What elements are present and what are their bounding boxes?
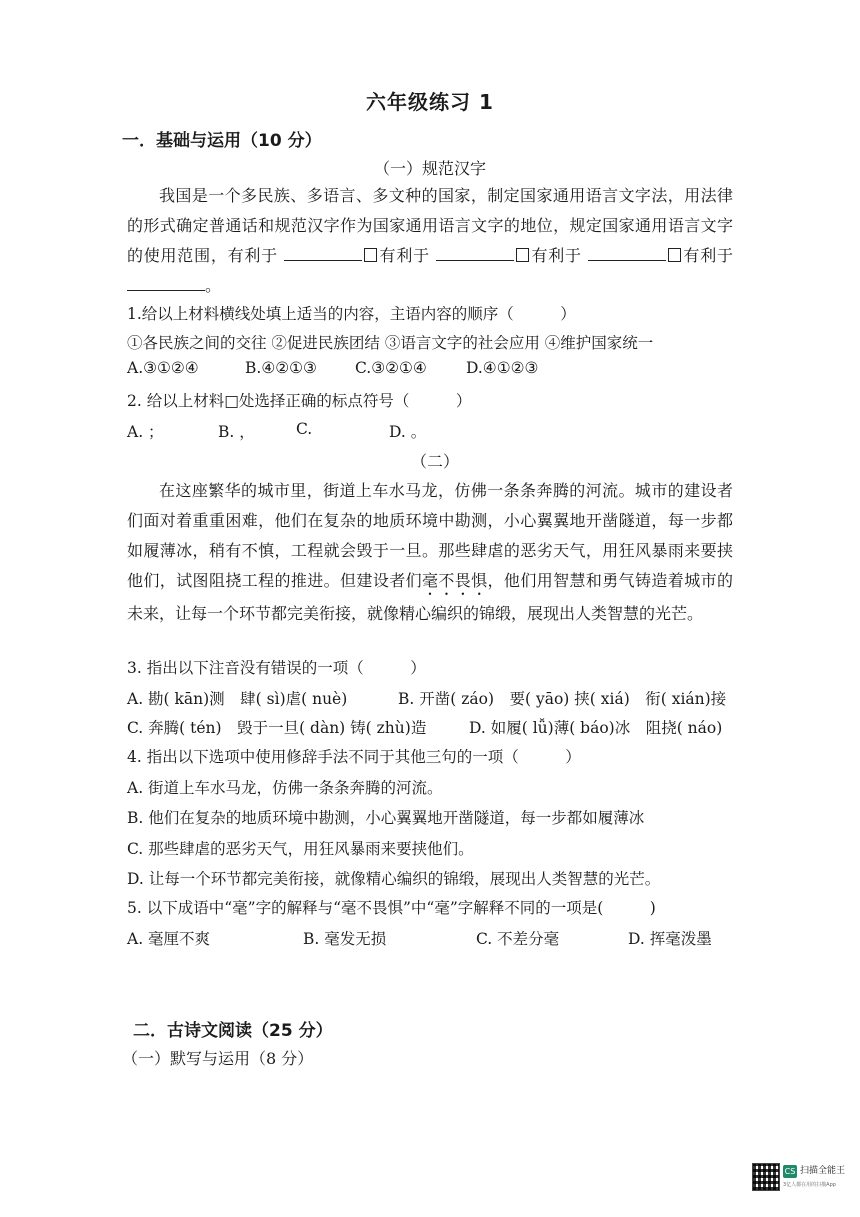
question-3: 3. 指出以下注音没有错误的一项（ ） [127,659,426,677]
question-1: 1.给以上材料横线处填上适当的内容，主语内容的顺序（ ） [127,305,576,323]
passage1-mid-2: 有利于 [530,246,582,265]
blank-2 [436,246,514,261]
q3-option-a: A. 勘( kān)测 肆( sì)虐( nuè) [127,690,348,708]
q1-option-d: D.④①②③ [466,359,539,377]
part2-title: （二） [411,452,460,471]
q2-option-c: C. [296,420,313,438]
part1-title: （一）规范汉字 [373,159,486,178]
camscanner-logo-icon: CS [784,1167,796,1176]
qr-code-icon [752,1163,780,1191]
q3-option-d: D. 如履( lǚ)薄( báo)冰 阻挠( náo) [469,719,723,737]
q3-option-b: B. 开凿( záo) 要( yāo) 挟( xiá) 衔( xián)接 [398,690,727,708]
q2-option-a: A. ； [127,423,164,441]
question-1-items: ①各民族之间的交往 ②促进民族团结 ③语言文字的社会应用 ④维护国家统一 [127,334,654,352]
section1-heading: 一．基础与运用（10 分） [122,131,322,151]
page-title: 六年级练习 1 [366,90,494,114]
q4-option-b: B. 他们在复杂的地质环境中勘测，小心翼翼地开凿隧道，每一步都如履薄冰 [127,809,645,827]
q2-option-b: B. ， [218,423,255,441]
passage2-part-a: 在这座繁华的城市里，街道上车水马龙，仿佛一条条奔腾的河流。城市的建设者们面对着重重困难，他们在复杂的地质环境中勘测，小心翼翼地开凿隧道，每一步都如履薄冰，稍有不慎，工程就会毁于一旦。那些肆虐的恶劣天气，用狂风暴雨来要挟他们，试图阻挠工程的推进。但建设者们 [127,481,733,590]
q5-option-c: C. 不差分毫 [476,930,560,948]
question-5: 5. 以下成语中“毫”字的解释与“毫不畏惧”中“毫”字解释不同的一项是( ) [127,899,656,917]
q4-option-a: A. 街道上车水马龙，仿佛一条条奔腾的河流。 [127,779,443,797]
section2-heading: 二．古诗文阅读（25 分） [133,1021,333,1041]
q1-option-c: C.③②①④ [355,359,427,377]
q3-option-c: C. 奔腾( tén) 毁于一旦( dàn) 铸( zhù)造 [127,719,427,737]
passage1-mid-1: 有利于 [378,246,430,265]
section2-part1-title: （一）默写与运用（8 分） [122,1049,314,1068]
punct-box-2 [516,248,529,262]
question-4: 4. 指出以下选项中使用修辞手法不同于其他三句的一项（ ） [127,748,581,766]
passage1 [127,181,733,301]
passage2 [127,476,733,629]
blank-3 [588,246,666,261]
passage2-dotted-word: 毫不畏惧 [421,571,488,590]
q1-option-b: B.④②①③ [245,359,317,377]
punct-box-1 [364,248,377,262]
blank-1 [284,246,362,261]
camscanner-name: 扫描全能王 [800,1166,846,1176]
blank-4 [127,276,205,291]
passage1-end: 。 [205,276,222,295]
q5-option-d: D. 挥毫泼墨 [628,930,712,948]
q5-option-b: B. 毫发无损 [303,930,387,948]
q1-option-a: A.③①②④ [127,359,199,377]
camscanner-tagline: 3亿人都在用的扫描App [783,1182,836,1188]
q4-option-d: D. 让每一个环节都完美衔接，就像精心编织的锦缎，展现出人类智慧的光芒。 [127,870,661,888]
punct-box-3 [668,248,681,262]
q2-option-d: D. 。 [389,423,427,441]
q5-option-a: A. 毫厘不爽 [127,930,211,948]
passage2-part-b: ，他们用智慧和勇气铸造着城市的未来，让每一个环节都完美衔接，就像精心编织的锦缎，展现出人类智慧的光芒。 [127,571,733,623]
q4-option-c: C. 那些肆虐的恶劣天气，用狂风暴雨来要挟他们。 [127,840,474,858]
question-2: 2. 给以上材料□处选择正确的标点符号（ ） [127,392,472,410]
passage1-start: 我国是一个多民族、多语言、多文种的国家，制定国家通用语言文字法，用法律的形式确定普通话和规范汉字作为国家通用语言文字的地位，规定国家通用语言文字的使用范围，有利于 [127,186,733,265]
passage1-mid-3: 有利于 [682,246,733,265]
